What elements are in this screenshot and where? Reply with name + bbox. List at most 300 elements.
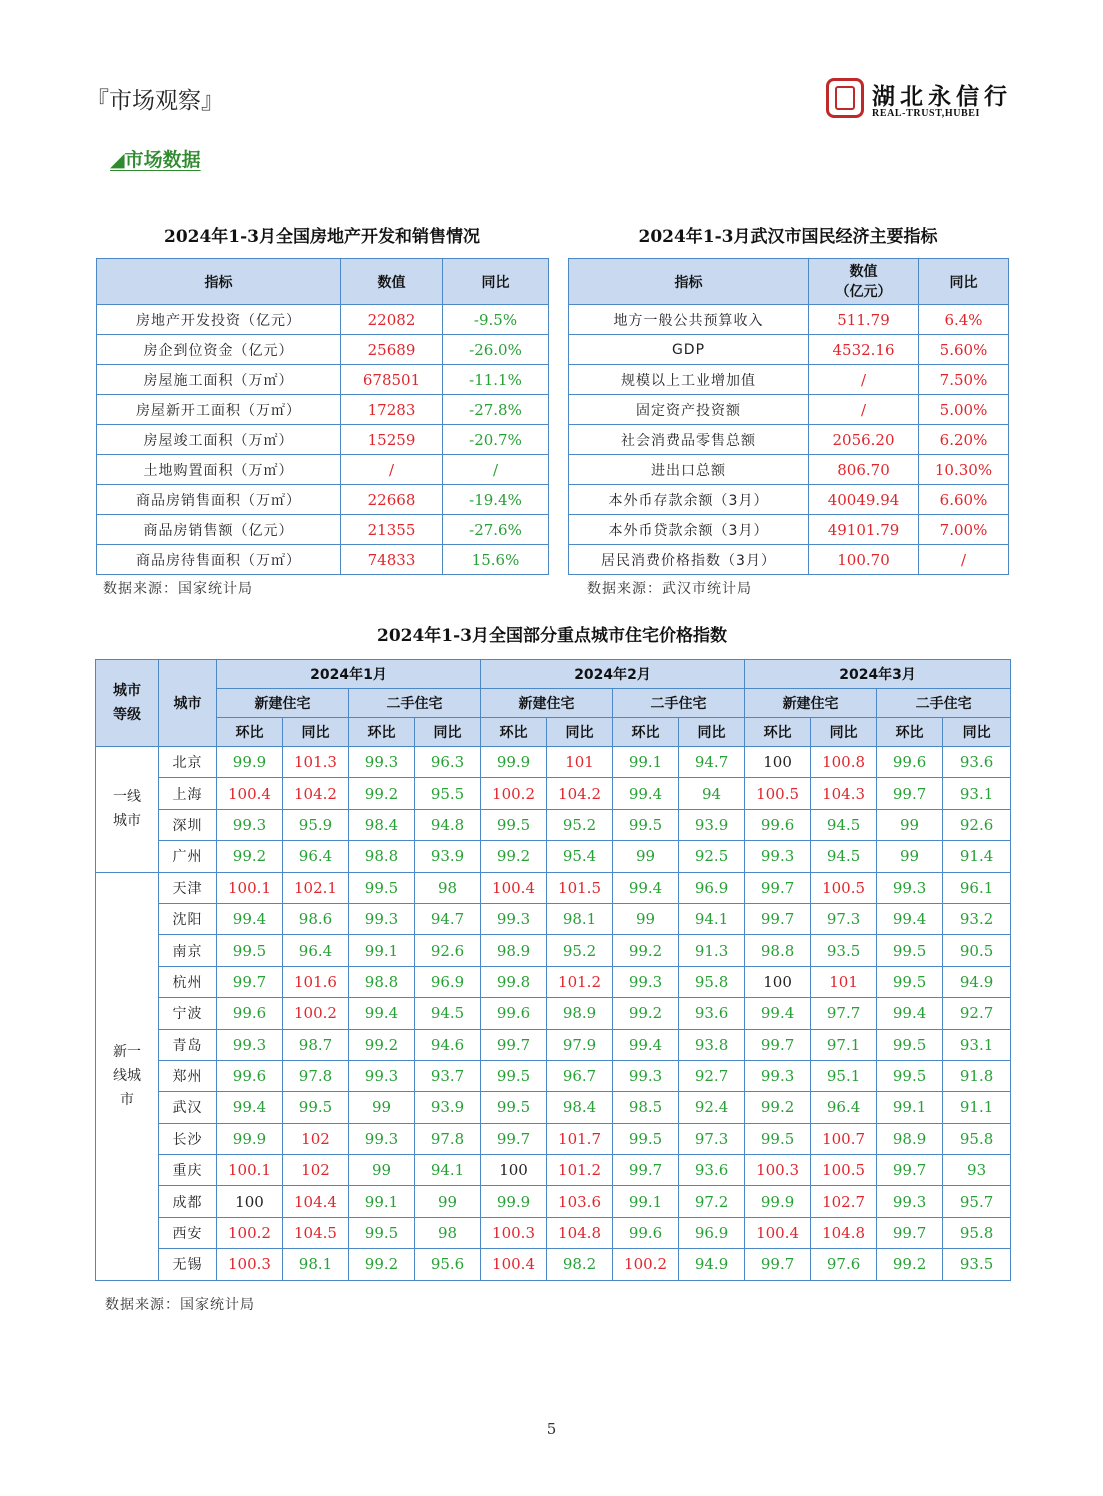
t3-index-value: 99.6 (613, 1217, 679, 1248)
t3-index-value: 99.4 (877, 998, 943, 1029)
t3-index-value: 95.7 (943, 1186, 1011, 1217)
t2-header-value-line2: （亿元） (835, 283, 892, 300)
t3-index-value: 94.8 (415, 809, 481, 840)
t2-value: / (809, 395, 919, 425)
t3-index-value: 100.2 (217, 1217, 283, 1248)
t3-index-value: 97.3 (679, 1123, 745, 1154)
t3-index-value: 99.5 (349, 872, 415, 903)
t1-indicator-label: 商品房销售面积（万㎡） (97, 485, 341, 515)
t3-index-value: 99.5 (481, 809, 547, 840)
t3-index-value: 101.6 (283, 966, 349, 997)
t3-index-value: 91.4 (943, 841, 1011, 872)
t3-index-value: 92.4 (679, 1092, 745, 1123)
t3-header-month-jan: 2024年1月 (217, 660, 481, 689)
t3-index-value: 99.6 (877, 747, 943, 778)
t3-index-value: 95.8 (679, 966, 745, 997)
table-row (569, 425, 1009, 455)
t3-city-name: 青岛 (159, 1029, 217, 1060)
table1-caption: 2024年1-3月全国房地产开发和销售情况 (163, 227, 481, 247)
t3-index-value: 99.1 (877, 1092, 943, 1123)
t3-header-metric: 同比 (547, 718, 613, 747)
table3-caption: 2024年1-3月全国部分重点城市住宅价格指数 (376, 626, 728, 646)
t3-index-value: 99.3 (745, 1060, 811, 1091)
t1-value: 678501 (341, 365, 443, 395)
t3-index-value: 99.3 (481, 903, 547, 934)
table-row (96, 903, 1011, 934)
t3-index-value: 100.3 (481, 1217, 547, 1248)
t3-index-value: 100.5 (811, 872, 877, 903)
t3-index-value: 104.2 (283, 778, 349, 809)
t2-indicator-label: 本外币存款余额（3月） (569, 485, 809, 515)
t3-index-value: 99.3 (613, 1060, 679, 1091)
table-row (96, 872, 1011, 903)
t3-index-value: 100.4 (481, 872, 547, 903)
table2-caption: 2024年1-3月武汉市国民经济主要指标 (638, 227, 938, 247)
t3-index-value: 93.1 (943, 778, 1011, 809)
t3-index-value: 104.5 (283, 1217, 349, 1248)
t2-value: 806.70 (809, 455, 919, 485)
t1-yoy: -26.0% (443, 335, 549, 365)
t3-city-tier-label: 一线城市 (113, 789, 141, 830)
t3-index-value: 100.5 (811, 1155, 877, 1186)
t3-index-value: 93.9 (679, 809, 745, 840)
t3-index-value: 99.5 (877, 1029, 943, 1060)
t2-value: 511.79 (809, 305, 919, 335)
t3-index-value: 100 (745, 966, 811, 997)
t3-index-value: 100.4 (481, 1249, 547, 1280)
t2-indicator-label: 进出口总额 (569, 455, 809, 485)
t3-index-value: 99.5 (613, 809, 679, 840)
t3-index-value: 99.4 (613, 778, 679, 809)
t3-index-value: 99.8 (481, 966, 547, 997)
t3-index-value: 96.4 (283, 935, 349, 966)
t1-value: 17283 (341, 395, 443, 425)
t3-header-metric: 环比 (745, 718, 811, 747)
t3-index-value: 98.4 (349, 809, 415, 840)
t3-index-value: 98.1 (283, 1249, 349, 1280)
t3-city-name: 长沙 (159, 1123, 217, 1154)
logo-seal-icon (826, 78, 864, 118)
table-row (569, 455, 1009, 485)
t3-header-month-mar: 2024年3月 (745, 660, 1011, 689)
t3-index-value: 97.1 (811, 1029, 877, 1060)
t3-index-value: 97.9 (547, 1029, 613, 1060)
t3-header-metric: 环比 (877, 718, 943, 747)
t1-indicator-label: 房地产开发投资（亿元） (97, 305, 341, 335)
table-row (96, 1029, 1011, 1060)
t3-index-value: 97.7 (811, 998, 877, 1029)
section-name: 『市场观察』 (86, 88, 224, 114)
table-row (97, 545, 549, 575)
t3-index-value: 96.9 (679, 872, 745, 903)
t3-city-name: 上海 (159, 778, 217, 809)
t3-index-value: 100.3 (217, 1249, 283, 1280)
t3-city-tier-label: 新一线城市 (113, 1044, 141, 1109)
t3-index-value: 100.5 (745, 778, 811, 809)
t3-index-value: 94.5 (811, 809, 877, 840)
t1-yoy: -9.5% (443, 305, 549, 335)
t3-index-value: 99 (877, 841, 943, 872)
city-housing-price-index-table (95, 659, 1011, 1281)
t3-index-value: 99.7 (745, 872, 811, 903)
t2-value: 4532.16 (809, 335, 919, 365)
t3-index-value: 99.9 (481, 1186, 547, 1217)
t3-index-value: 99.5 (349, 1217, 415, 1248)
table1-source: 数据来源：国家统计局 (103, 581, 253, 597)
t3-index-value: 100.2 (481, 778, 547, 809)
t3-city-name: 武汉 (159, 1092, 217, 1123)
t2-value: 2056.20 (809, 425, 919, 455)
t3-index-value: 94.9 (943, 966, 1011, 997)
t3-header-metric: 同比 (679, 718, 745, 747)
t3-index-value: 99.4 (613, 872, 679, 903)
t3-index-value: 99.2 (613, 998, 679, 1029)
t3-index-value: 99 (613, 841, 679, 872)
t3-index-value: 99.3 (349, 1060, 415, 1091)
table-row (96, 1155, 1011, 1186)
t1-yoy: -19.4% (443, 485, 549, 515)
t2-indicator-label: GDP (569, 335, 809, 365)
t3-index-value: 99.5 (481, 1092, 547, 1123)
table-row (569, 335, 1009, 365)
t1-value: / (341, 455, 443, 485)
t3-index-value: 99.6 (217, 998, 283, 1029)
t1-indicator-label: 房屋新开工面积（万㎡） (97, 395, 341, 425)
table-row (96, 841, 1011, 872)
t2-header-yoy: 同比 (919, 259, 1009, 305)
t3-index-value: 97.8 (415, 1123, 481, 1154)
t1-yoy: -27.8% (443, 395, 549, 425)
t3-index-value: 101.5 (547, 872, 613, 903)
table-row (97, 335, 549, 365)
t3-index-value: 101 (811, 966, 877, 997)
t3-index-value: 99.4 (877, 903, 943, 934)
t3-index-value: 99.1 (349, 1186, 415, 1217)
t1-yoy: -11.1% (443, 365, 549, 395)
t1-indicator-label: 房企到位资金（亿元） (97, 335, 341, 365)
t3-index-value: 99.4 (349, 998, 415, 1029)
t3-index-value: 99.5 (481, 1060, 547, 1091)
t3-index-value: 99.9 (217, 1123, 283, 1154)
t3-header-type: 二手住宅 (877, 689, 1011, 718)
t1-header-value: 数值 (341, 259, 443, 305)
t2-indicator-label: 规模以上工业增加值 (569, 365, 809, 395)
t3-index-value: 104.2 (547, 778, 613, 809)
t3-city-name: 无锡 (159, 1249, 217, 1280)
table3-source: 数据来源：国家统计局 (105, 1297, 255, 1313)
t3-index-value: 95.1 (811, 1060, 877, 1091)
t3-index-value: 102 (283, 1155, 349, 1186)
t3-index-value: 99.9 (217, 747, 283, 778)
t3-index-value: 94.1 (679, 903, 745, 934)
t3-index-value: 99 (877, 809, 943, 840)
t1-indicator-label: 商品房待售面积（万㎡） (97, 545, 341, 575)
t3-index-value: 94.5 (811, 841, 877, 872)
t1-header-yoy: 同比 (443, 259, 549, 305)
t3-header-metric: 环比 (613, 718, 679, 747)
t3-index-value: 98.8 (349, 841, 415, 872)
t3-index-value: 99.3 (217, 1029, 283, 1060)
t3-index-value: 99.2 (349, 1029, 415, 1060)
t3-index-value: 99 (349, 1155, 415, 1186)
table-row (97, 395, 549, 425)
t3-index-value: 99.1 (613, 1186, 679, 1217)
t3-index-value: 93.9 (415, 841, 481, 872)
table-row (96, 998, 1011, 1029)
company-logo (826, 78, 1026, 122)
table-row (569, 485, 1009, 515)
t3-index-value: 99.4 (745, 998, 811, 1029)
t3-index-value: 96.9 (679, 1217, 745, 1248)
t1-indicator-label: 土地购置面积（万㎡） (97, 455, 341, 485)
t2-value: 40049.94 (809, 485, 919, 515)
t3-index-value: 96.4 (811, 1092, 877, 1123)
t3-index-value: 95.5 (415, 778, 481, 809)
t3-index-value: 93.1 (943, 1029, 1011, 1060)
table-row (96, 1217, 1011, 1248)
table-row (97, 455, 549, 485)
table2-source: 数据来源：武汉市统计局 (587, 581, 752, 597)
t3-city-name: 重庆 (159, 1155, 217, 1186)
table-row (96, 1060, 1011, 1091)
t3-index-value: 99.5 (613, 1123, 679, 1154)
t3-index-value: 98.7 (283, 1029, 349, 1060)
t3-index-value: 99.6 (745, 809, 811, 840)
t1-indicator-label: 商品房销售额（亿元） (97, 515, 341, 545)
table-row (96, 778, 1011, 809)
t3-index-value: 95.6 (415, 1249, 481, 1280)
t3-index-value: 99.5 (217, 935, 283, 966)
t3-index-value: 98.8 (349, 966, 415, 997)
t3-index-value: 99.3 (349, 903, 415, 934)
t3-index-value: 93.5 (943, 1249, 1011, 1280)
t3-city-name: 北京 (159, 747, 217, 778)
t2-header-value (809, 259, 919, 305)
t3-header-type: 新建住宅 (481, 689, 613, 718)
t3-index-value: 99.3 (349, 747, 415, 778)
t3-index-value: 101.2 (547, 966, 613, 997)
t3-index-value: 94.7 (415, 903, 481, 934)
logo-subtitle: REAL-TRUST,HUBEI (872, 108, 981, 119)
t1-value: 15259 (341, 425, 443, 455)
t3-index-value: 94.9 (679, 1249, 745, 1280)
table-row (569, 515, 1009, 545)
t3-index-value: 99.5 (745, 1123, 811, 1154)
t1-yoy: -27.6% (443, 515, 549, 545)
t3-index-value: 99.2 (481, 841, 547, 872)
t2-yoy: 6.20% (919, 425, 1009, 455)
t3-index-value: 92.7 (943, 998, 1011, 1029)
t3-index-value: 93.8 (679, 1029, 745, 1060)
table-row (97, 485, 549, 515)
t3-index-value: 99.9 (745, 1186, 811, 1217)
t3-index-value: 99.7 (877, 1217, 943, 1248)
t1-value: 22082 (341, 305, 443, 335)
t1-value: 25689 (341, 335, 443, 365)
t3-index-value: 91.8 (943, 1060, 1011, 1091)
t3-index-value: 101.2 (547, 1155, 613, 1186)
t3-index-value: 99.5 (283, 1092, 349, 1123)
t3-index-value: 99.7 (613, 1155, 679, 1186)
t3-header-tier: 城市等级 (96, 660, 159, 747)
t1-value: 22668 (341, 485, 443, 515)
t3-index-value: 99.3 (349, 1123, 415, 1154)
t1-value: 21355 (341, 515, 443, 545)
t3-index-value: 102.7 (811, 1186, 877, 1217)
t3-index-value: 98 (415, 1217, 481, 1248)
t2-yoy: 10.30% (919, 455, 1009, 485)
t3-index-value: 94.7 (679, 747, 745, 778)
t3-index-value: 97.6 (811, 1249, 877, 1280)
t3-city-name: 天津 (159, 872, 217, 903)
t3-index-value: 90.5 (943, 935, 1011, 966)
t3-index-value: 101 (547, 747, 613, 778)
t3-index-value: 100.1 (217, 872, 283, 903)
t3-index-value: 99 (415, 1186, 481, 1217)
t3-index-value: 94.5 (415, 998, 481, 1029)
t3-index-value: 99.1 (613, 747, 679, 778)
t3-index-value: 97.3 (811, 903, 877, 934)
t3-index-value: 93.7 (415, 1060, 481, 1091)
table-row (569, 305, 1009, 335)
t3-index-value: 99.7 (481, 1123, 547, 1154)
t3-index-value: 99 (349, 1092, 415, 1123)
t3-index-value: 95.2 (547, 935, 613, 966)
t3-header-type: 二手住宅 (349, 689, 481, 718)
t2-value: 49101.79 (809, 515, 919, 545)
t3-index-value: 100 (217, 1186, 283, 1217)
t3-index-value: 97.2 (679, 1186, 745, 1217)
table-row (97, 365, 549, 395)
t3-index-value: 96.9 (415, 966, 481, 997)
table-row (569, 395, 1009, 425)
t3-index-value: 95.4 (547, 841, 613, 872)
table-row (96, 1123, 1011, 1154)
t3-header-metric: 环比 (481, 718, 547, 747)
t1-header-indicator: 指标 (97, 259, 341, 305)
t3-city-tier (96, 747, 159, 873)
t3-index-value: 99.3 (877, 872, 943, 903)
t3-index-value: 102 (283, 1123, 349, 1154)
t3-index-value: 99.7 (745, 1029, 811, 1060)
t3-index-value: 93.5 (811, 935, 877, 966)
t3-index-value: 99.5 (877, 966, 943, 997)
t3-index-value: 99 (613, 903, 679, 934)
t3-city-name: 杭州 (159, 966, 217, 997)
t3-index-value: 92.5 (679, 841, 745, 872)
t3-index-value: 98.9 (877, 1123, 943, 1154)
t3-city-name: 西安 (159, 1217, 217, 1248)
t3-index-value: 100.2 (613, 1249, 679, 1280)
t2-yoy: / (919, 545, 1009, 575)
t3-index-value: 104.8 (811, 1217, 877, 1248)
t3-index-value: 99.4 (217, 903, 283, 934)
t3-index-value: 96.4 (283, 841, 349, 872)
t3-index-value: 99.7 (481, 1029, 547, 1060)
t3-city-tier (96, 872, 159, 1280)
table-row (97, 425, 549, 455)
t3-city-name: 广州 (159, 841, 217, 872)
t3-index-value: 99.7 (877, 778, 943, 809)
t3-index-value: 98.8 (745, 935, 811, 966)
t3-index-value: 100.8 (811, 747, 877, 778)
t3-index-value: 98.9 (481, 935, 547, 966)
t3-index-value: 98.2 (547, 1249, 613, 1280)
t3-city-name: 郑州 (159, 1060, 217, 1091)
t3-city-name: 南京 (159, 935, 217, 966)
t1-yoy: / (443, 455, 549, 485)
t3-index-value: 91.1 (943, 1092, 1011, 1123)
t2-yoy: 6.60% (919, 485, 1009, 515)
t2-indicator-label: 本外币贷款余额（3月） (569, 515, 809, 545)
t3-index-value: 98.9 (547, 998, 613, 1029)
t3-index-value: 98.6 (283, 903, 349, 934)
t1-indicator-label: 房屋竣工面积（万㎡） (97, 425, 341, 455)
t3-index-value: 100.4 (745, 1217, 811, 1248)
t3-index-value: 100.4 (217, 778, 283, 809)
t3-index-value: 99.4 (217, 1092, 283, 1123)
t3-header-metric: 同比 (811, 718, 877, 747)
t3-index-value: 101.7 (547, 1123, 613, 1154)
table-row (96, 935, 1011, 966)
table-row (96, 1249, 1011, 1280)
t3-index-value: 93.6 (679, 1155, 745, 1186)
t3-index-value: 93.6 (943, 747, 1011, 778)
t3-index-value: 98.1 (547, 903, 613, 934)
t3-header-metric: 同比 (943, 718, 1011, 747)
t3-index-value: 99.7 (745, 903, 811, 934)
t3-index-value: 99.4 (613, 1029, 679, 1060)
t2-indicator-label: 固定资产投资额 (569, 395, 809, 425)
t3-index-value: 100 (745, 747, 811, 778)
t3-index-value: 99.3 (217, 809, 283, 840)
table-row (96, 1092, 1011, 1123)
t3-index-value: 99.2 (877, 1249, 943, 1280)
t3-city-name: 沈阳 (159, 903, 217, 934)
t3-header-metric: 同比 (415, 718, 481, 747)
t3-index-value: 91.3 (679, 935, 745, 966)
t3-header-type: 二手住宅 (613, 689, 745, 718)
t3-city-name: 深圳 (159, 809, 217, 840)
t2-yoy: 7.50% (919, 365, 1009, 395)
t3-city-name: 宁波 (159, 998, 217, 1029)
t3-index-value: 99.2 (613, 935, 679, 966)
t3-index-value: 95.2 (547, 809, 613, 840)
t3-index-value: 99.9 (481, 747, 547, 778)
t2-value: / (809, 365, 919, 395)
t3-index-value: 104.4 (283, 1186, 349, 1217)
t3-index-value: 99.7 (745, 1249, 811, 1280)
t3-header-city: 城市 (159, 660, 217, 747)
t2-yoy: 5.00% (919, 395, 1009, 425)
t3-index-value: 98.5 (613, 1092, 679, 1123)
t1-indicator-label: 房屋施工面积（万㎡） (97, 365, 341, 395)
t3-index-value: 96.7 (547, 1060, 613, 1091)
t2-yoy: 6.4% (919, 305, 1009, 335)
t3-index-value: 94.6 (415, 1029, 481, 1060)
t1-value: 74833 (341, 545, 443, 575)
t3-index-value: 99.7 (877, 1155, 943, 1186)
t3-index-value: 99.3 (745, 841, 811, 872)
t3-index-value: 97.8 (283, 1060, 349, 1091)
t3-header-month-feb: 2024年2月 (481, 660, 745, 689)
t2-indicator-label: 地方一般公共预算收入 (569, 305, 809, 335)
table-row (96, 809, 1011, 840)
t3-index-value: 101.3 (283, 747, 349, 778)
t3-index-value: 92.6 (415, 935, 481, 966)
t3-index-value: 99.6 (217, 1060, 283, 1091)
t1-yoy: 15.6% (443, 545, 549, 575)
